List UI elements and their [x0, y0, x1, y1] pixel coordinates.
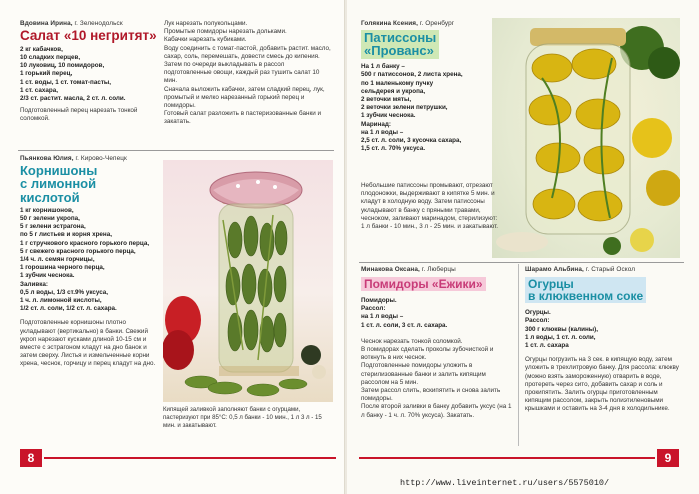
recipe-ingredients: 2 кг кабачков, 10 сладких перцев, 10 луковиц, 10 помидоров, 1 горький перец, 1 ст. воды, 1 ст. томат-пасты, 1 ст. сахара, 2/3 ст. растит. масла, 2 ст. л. соли.	[20, 45, 126, 102]
photo-caption: Кипящей заливкой заполняют банки с огурцами, пастеризуют при 85°С: 0,5 л банки - 10 мин., 1 л 3 л - 15 мин. и закатывают.	[163, 406, 322, 429]
recipe-method: Небольшие патиссоны промывают, отрезают плодоножки, выдерживают в кипятке 5 мин. и кладут в холодную воду. Затем патиссоны укладывают в банку с пряными травами, чесноком, заливают маринадом, стерилизуют: 1 л банки - 10 мин., 3 л - 25 мин. и закатывают.	[361, 182, 499, 231]
recipe-author: Вдовина Ирина, г. Зеленодольск	[20, 20, 123, 27]
recipe-method: Лук нарезать полукольцами. Промытые помидоры нарезать дольками. Кабачки нарезать кубиками. Воду соединить с томат-пастой, добавить растит. масло, сахар, соль, перемешать, довести смесь до кипения. Затем по очереди выкладывать в рассол подготовленные овощи, каждый раз тушить салат 10 мин. Сначала выложить кабачки, затем сладкий перец, лук, промытый и мелко нарезанный горький перец и помидоры. Готовый салат разложить в пастеризованные банки и закатать.	[164, 20, 331, 126]
recipe-note: Подготовленный перец нарезать тонкой соломкой.	[20, 107, 138, 123]
recipe-author: Минакова Оксана, г. Люберцы	[361, 266, 456, 273]
recipe-title: Патиссоны «Прованс»	[364, 30, 437, 59]
gherkins-jar-illustration	[163, 160, 333, 402]
left-page	[0, 0, 345, 494]
divider	[18, 150, 334, 151]
pattypan-jar-photo	[492, 18, 680, 258]
recipe-ingredients: На 1 л банку – 500 г патиссонов, 2 листа хрена, по 1 маленькому пучку сельдерея и укропа, 2 веточки мяты, 2 веточки зелени петрушки, 1 зубчик чеснока. Маринад: на 1 л воды – 2,5 ст. л. соли, 3 кусочка сахара, 1,5 ст. л. 70% уксуса.	[361, 63, 463, 153]
footer-url: http://www.liveinternet.ru/users/5575010/	[400, 478, 610, 488]
recipe-ingredients: Помидоры. Рассол: на 1 л воды – 1 ст. л. соли, 3 ст. л. сахара.	[361, 297, 448, 329]
recipe-gherkins-block	[20, 155, 160, 445]
gherkins-jar-photo	[163, 160, 333, 402]
recipe-author: Голякина Ксения, г. Оренбург	[361, 20, 455, 27]
recipe-method: Чеснок нарезать тонкой соломкой. В помидорах сделать проколы зубочисткой и воткнуть в них чеснок. Подготовленные помидоры уложить в стерилизованные банки и залить кипящим рассолом на 5 мин. Затем рассол слить, вскипятить и снова залить помидоры. После второй заливки в банку добавить уксус (на 1 л банку - 1 ч. л. 70% уксуса). Закатать.	[361, 337, 512, 419]
recipe-title: Салат «10 негритят»	[20, 28, 157, 43]
recipe-author: Пьянкова Юлия, г. Кирово-Чепецк	[20, 155, 127, 162]
recipe-author: Шарамо Альбина, г. Старый Оскол	[525, 266, 636, 273]
recipe-ingredients: Огурцы. Рассол: 300 г клюквы (калины), 1 л воды, 1 ст. л. соли, 1 ст. л. сахара	[525, 309, 599, 350]
right-page	[347, 0, 699, 494]
recipe-ingredients: 1 кг корнишонов, 50 г зелени укропа, 5 г зелени эстрагона, по 5 г листьев и корня хрена, 1 г стручкового красного горького перца, 5 г свежего красного горького перца, 1/4 ч. л. семян горчицы, 1 горошина черного перца, 1 зубчик чеснока. Заливка: 0,5 л воды, 1/3 ст.9% уксуса, 1 ч. л. лимонной кислоты, 1/2 ст. л. соли, 1/2 ст. л. сахара.	[20, 206, 150, 313]
recipe-method: Огурцы погрузить на 3 сек. в кипящую воду, затем уложить в трехлитровую банку. Для рассола: клюкву (можно взять замороженную) отварить в воде, протереть через сито, добавить сахар и соль и прокипятить. Залить огурцы приготовленным кипящим рассолом, закрыть полиэтиленовыми крышками и оставить на 3-4 дня в холодильнике.	[525, 356, 679, 413]
divider	[359, 262, 684, 263]
column-divider	[518, 264, 519, 446]
page-footer-line	[44, 457, 336, 459]
recipe-title: Помидоры «Ежики»	[364, 277, 483, 291]
pattypan-jar-illustration	[492, 18, 680, 258]
recipe-method: Подготовленные корнишоны плотно укладывают (вертикально) в банки. Свежий укроп нарезают кусками длиной 10-15 см и вместе с эстрагоном кладут на дно банок и затем сверху. Листья и измельченные корни хрена, чеснок, горчицу и перец кладут на дно.	[20, 319, 156, 368]
recipe-title: Корнишоны с лимонной кислотой	[20, 163, 98, 205]
recipe-cucumbers-block	[525, 266, 683, 448]
page-number: 8	[20, 449, 42, 467]
recipe-pattypan-block	[361, 20, 501, 180]
page-footer-line	[359, 457, 655, 459]
recipe-title-highlight	[361, 277, 486, 291]
recipe-title: Огурцы в клюквенном соке	[528, 277, 644, 304]
page-number: 9	[657, 449, 679, 467]
recipe-tomatoes-block	[361, 266, 513, 448]
recipe-salad-block	[20, 20, 160, 150]
recipe-title-highlight	[525, 277, 646, 303]
recipe-title-highlight	[361, 30, 439, 59]
